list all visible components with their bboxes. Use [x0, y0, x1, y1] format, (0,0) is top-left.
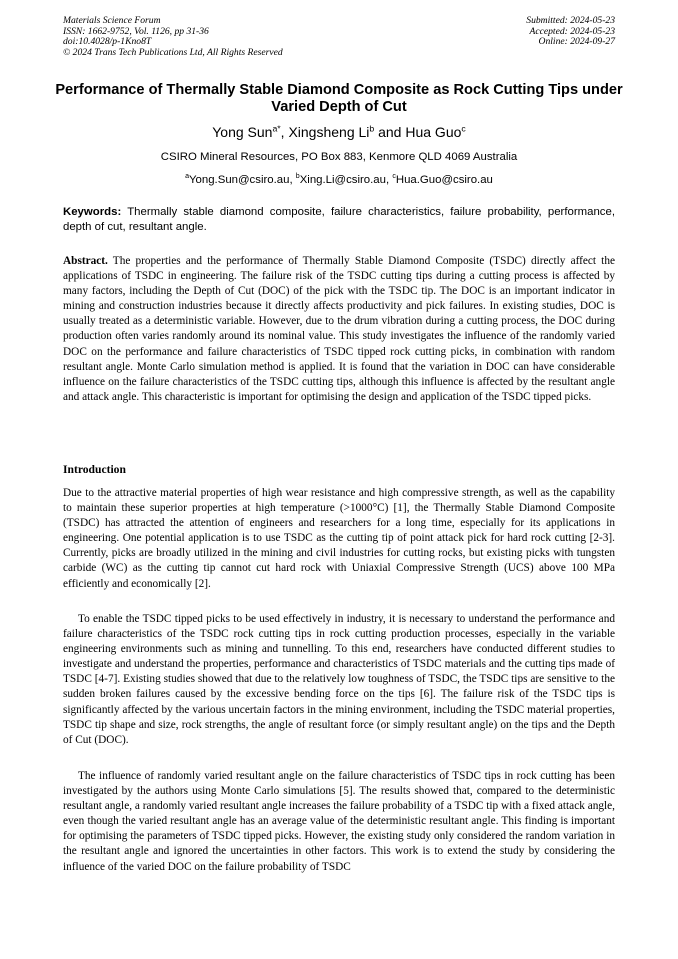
email-separator: ,	[385, 174, 393, 186]
journal-issn: ISSN: 1662-9752, Vol. 1126, pp 31-36	[63, 25, 209, 37]
email-marker: a	[185, 173, 189, 181]
submitted-date: Submitted: 2024-05-23	[526, 15, 615, 26]
intro-paragraph-1: Due to the attractive material properties of high wear resistance and high compressive strength, as well as the capability to maintain these superior properties at high temperature (>1000°C) [1], the Thermally Stable Diamond Composite (TSDC) has attracted the attention of engineers and researchers for a long time, especially for its applications in engineering. One potential application is to use TSDC as the cutting tip of point attack pick for hard rock cutting [2-3]. Currently, picks are broadly utilized in the mining and civil industries for cutting rocks, but existing picks with tungsten carbide (WC) as the cutting tip cannot cut hard rock with Uniaxial Compressive Strength (UCS) above 100 MPa efficiently and economically [2].	[63, 487, 615, 590]
email-marker: c	[392, 173, 396, 181]
email-separator: ,	[289, 174, 296, 186]
author-marker: c	[461, 123, 466, 134]
keywords-label: Keywords:	[63, 206, 122, 218]
keywords-text: Thermally stable diamond composite, failure characteristics, failure probability, performance, depth of cut, resultant angle.	[63, 206, 615, 233]
author-separator: and	[374, 124, 406, 140]
journal-copyright: © 2024 Trans Tech Publications Ltd, All Rights Reserved	[63, 46, 283, 58]
journal-doi[interactable]: doi:10.4028/p-1Kno8T	[63, 36, 152, 48]
author-separator: ,	[280, 124, 289, 140]
affiliation: CSIRO Mineral Resources, PO Box 883, Kenmore QLD 4069 Australia	[160, 151, 518, 163]
abstract	[63, 254, 615, 405]
author-marker: b	[369, 123, 375, 134]
paper-title: Performance of Thermally Stable Diamond Composite as Rock Cutting Tips under Varied Depth of Cut	[55, 82, 623, 115]
author-marker: a*	[272, 123, 281, 134]
email-link[interactable]: Yong.Sun@csiro.au	[189, 174, 290, 186]
intro-paragraph-3: The influence of randomly varied resultant angle on the failure characteristics of TSDC tips in rock cutting has been investigated by the authors using Monte Carlo simulations [5]. The results showed that, compared to the deterministic resultant angle, a randomly varied resultant angle increases the failure probability of a TSDC tip with a fixed attack angle, even though the varied resultant angle has an average value of the deterministic resultant angle. This finding is important for optimising the parameters of TSDC tipped picks. However, the existing study only considered the random variation in the resultant angle and ignored the uncertainties in other factors. This work is to extend the study by considering the influence of the varied DOC on the failure probability of TSDC	[63, 770, 615, 873]
email-marker: b	[295, 173, 300, 181]
email-link[interactable]: Hua.Guo@csiro.au	[395, 174, 493, 186]
author-list	[0, 124, 678, 140]
online-date: Online: 2024-09-27	[538, 36, 615, 48]
publication-dates	[526, 16, 615, 48]
intro-paragraph-2: To enable the TSDC tipped picks to be used effectively in industry, it is necessary to understand the performance and failure characteristics of the TSDC rock cutting tips in rock cutting production processes, especially in the variable engineering environments such as mining and tunnelling. To this end, researchers have conducted different studies to investigate and understand the properties, performance and characteristics of TSDC materials and the cutting tips made of TSDC [4-7]. Existing studies showed that due to the relatively low toughness of TSDC, the TSDC tips are sensitive to the sudden broken failures caused by the excessive bending force on the tips [6]. The failure risk of the TSDC tips is significantly affected by the various uncertain factors in the mining environment, including the TSDC material properties, TSDC tip shape and size, rock strengths, the angle of resultant force (or simply resultant angle) on the tips and the Depth of Cut (DOC).	[63, 613, 615, 746]
accepted-date: Accepted: 2024-05-23	[529, 25, 615, 37]
author-name: Hua Guo	[405, 124, 462, 140]
author-name: Xingsheng Li	[288, 124, 370, 140]
journal-info	[63, 16, 283, 58]
email-list	[0, 173, 678, 187]
email-link[interactable]: Xing.Li@csiro.au	[299, 174, 386, 186]
author-name: Yong Sun	[212, 124, 273, 140]
keywords	[63, 205, 615, 234]
section-heading-introduction: Introduction	[63, 463, 126, 476]
abstract-text: The properties and the performance of Thermally Stable Diamond Composite (TSDC) directly affect the applications of TSDC in engineering. The failure risk of the TSDC cutting tips during a cutting process is affected by many factors, including the Depth of Cut (DOC) of the pick with the TSDC tip. The DOC is an important indicator in mining and construction industries because it directly affects productivity and pick failures. In existing studies, DOC is usually treated as a deterministic variable. However, due to the drum vibration during a cutting process, the DOC during production often varies randomly around its nominal value. This study investigates the influence of the randomly varied DOC on the performance and failure characteristics of TSDC tipped rock cutting picks, in combination with random resultant angle. Monte Carlo simulation method is applied. It is found that the variation in DOC can have considerable influence on the failure characteristics of the TSDC cutting tips, although this influence is affected by the resultant angle and attack angle. This characteristic is important for optimising the design and application of the TSDC tipped picks.	[63, 255, 615, 403]
abstract-label: Abstract.	[63, 255, 108, 267]
journal-name: Materials Science Forum	[63, 15, 161, 26]
